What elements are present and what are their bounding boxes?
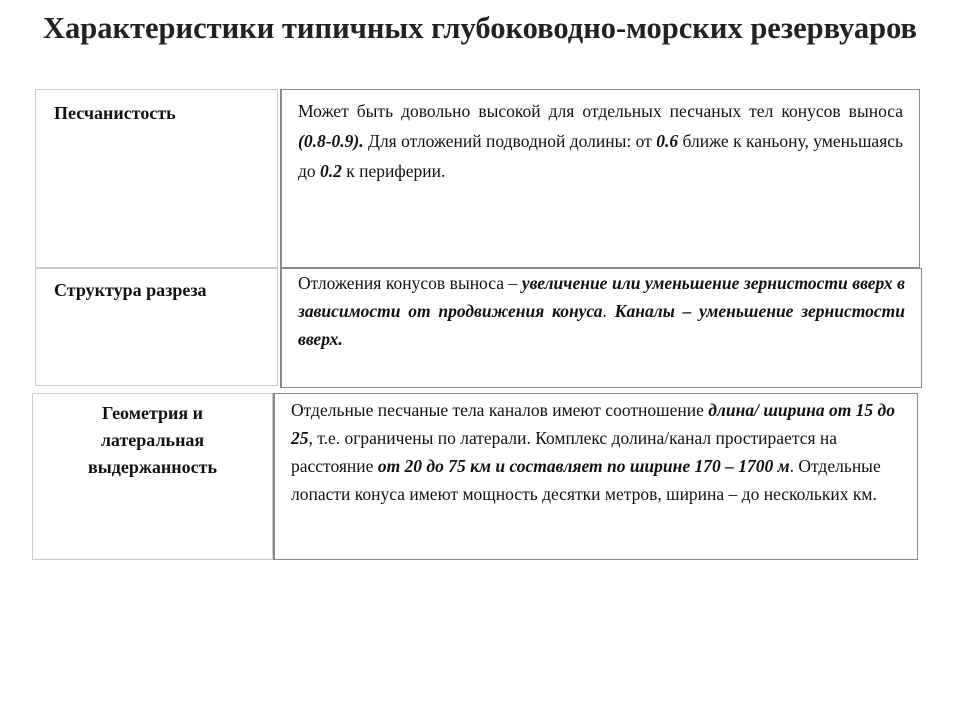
text-run: . Отдельные лопасти конуса имеют мощность десятки метров, ширина – до нескольких км. (291, 456, 881, 504)
text-run: увеличение или уменьшение зернистости вверх в зависимости от продвижения конуса (298, 273, 905, 321)
text-run: Отдельные песчаные тела каналов имеют соотношение (291, 400, 709, 420)
row-body (291, 396, 901, 508)
text-run: длина/ ширина от 15 до 25 (291, 400, 895, 448)
text-run: . (602, 301, 615, 321)
text-run: Может быть довольно высокой для отдельных песчаных тел конусов выноса (298, 101, 903, 121)
row-label: Песчанистость (54, 103, 176, 123)
text-run: к периферии. (341, 161, 446, 181)
row-body (298, 96, 903, 186)
row-1-label-cell (35, 89, 278, 268)
page-title: Характеристики типичных глубоководно-морских резервуаров (42, 11, 918, 45)
text-run: Для отложений подводной долины: от (363, 131, 657, 151)
row-label: Геометрия и латеральная выдержанность (87, 403, 218, 477)
row-3-label-cell (32, 393, 273, 560)
text-run: 0.2 (320, 161, 342, 181)
row-body (298, 269, 905, 353)
row-2-label-cell (35, 268, 278, 386)
text-run: (0.8-0.9). (298, 131, 364, 151)
row-2-body-cell (280, 268, 922, 388)
text-run: , т.е. ограничены по латерали. Комплекс долина/канал простирается на расстояние (291, 428, 838, 476)
row-1-body-cell (280, 89, 920, 268)
row-label: Структура разреза (54, 280, 207, 300)
text-run: Отложения конусов выноса – (298, 273, 522, 293)
text-run: ближе к каньону, уменьшаясь до (298, 131, 903, 181)
text-run: 0.6 (656, 131, 679, 151)
text-run: от 20 до 75 км и составляет по ширине 170 – 1700 м (377, 456, 790, 476)
text-run: Каналы – уменьшение зернистости вверх. (298, 301, 905, 349)
row-3-body-cell (273, 393, 918, 560)
